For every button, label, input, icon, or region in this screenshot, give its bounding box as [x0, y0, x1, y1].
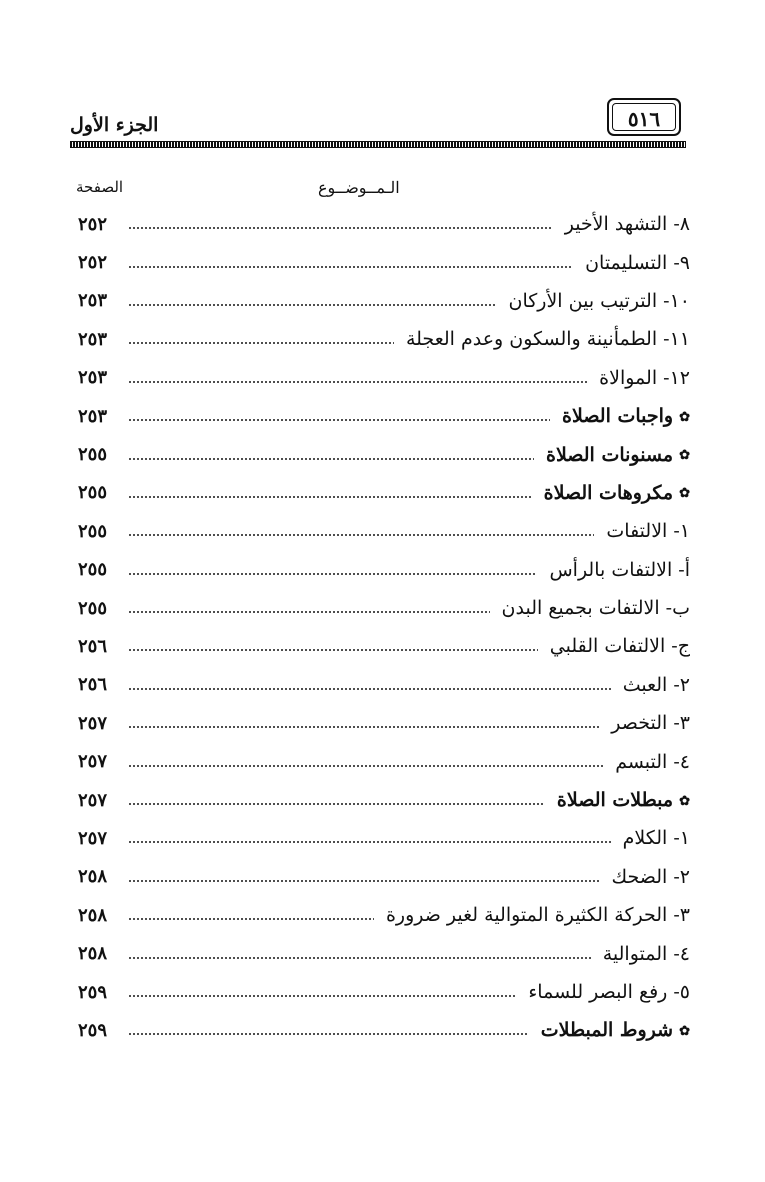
star-flower-icon: ✿	[679, 793, 690, 809]
toc-entry-label: ٤- التبسم	[615, 750, 690, 773]
toc-entry-page: ٢٥٦	[78, 674, 108, 696]
toc-entry	[78, 627, 690, 665]
table-of-contents	[78, 205, 690, 1050]
toc-entry	[78, 742, 690, 780]
toc-entry-page: ٢٥٧	[78, 827, 108, 849]
toc-entry	[78, 551, 690, 589]
page-number-frame	[607, 98, 681, 136]
toc-entry-title	[597, 943, 690, 965]
column-heading-page: الصفحة	[76, 178, 124, 196]
toc-entry-title	[551, 789, 690, 811]
star-flower-icon: ✿	[679, 448, 690, 464]
toc-entry-title	[556, 405, 690, 427]
toc-entry-title	[559, 213, 690, 235]
toc-entry-title	[503, 290, 691, 312]
toc-entry-title	[593, 367, 690, 389]
toc-entry	[78, 512, 690, 550]
toc-entry-label: ٣- التخصر	[611, 712, 690, 735]
dot-leader	[128, 342, 394, 344]
toc-entry	[78, 359, 690, 397]
dot-leader	[128, 765, 603, 767]
volume-title: الجزء الأول	[70, 114, 159, 136]
toc-entry	[78, 243, 690, 281]
dot-leader	[128, 649, 538, 651]
dot-leader	[128, 841, 611, 843]
toc-entry-page: ٢٥٥	[78, 597, 108, 619]
toc-entry-page: ٢٥٨	[78, 904, 108, 926]
toc-entry-label: ٩- التسليمتان	[585, 251, 690, 274]
toc-entry	[78, 781, 690, 819]
dot-leader	[128, 573, 537, 575]
toc-entry	[78, 589, 690, 627]
toc-entry-page: ٢٥٧	[78, 712, 108, 734]
dot-leader	[128, 726, 599, 728]
toc-entry-title	[543, 559, 690, 581]
dot-leader	[128, 266, 573, 268]
dot-leader	[128, 496, 532, 498]
toc-entry-label: ٨- التشهد الأخير	[564, 213, 690, 236]
toc-entry	[78, 1011, 690, 1049]
toc-entry-page: ٢٥٧	[78, 789, 108, 811]
dot-leader	[128, 611, 490, 613]
star-flower-icon: ✿	[679, 1023, 690, 1039]
column-heading-topic: الـمــوضــوع	[318, 178, 400, 197]
dot-leader	[128, 995, 516, 997]
toc-entry-title	[538, 482, 690, 504]
toc-entry-label: واجبات الصلاة	[562, 405, 674, 428]
page-number: ٥١٦	[627, 107, 661, 131]
toc-entry-label: ١٢- الموالاة	[599, 366, 690, 389]
toc-entry-page: ٢٥٣	[78, 290, 108, 312]
toc-entry-label: مكروهات الصلاة	[543, 481, 674, 504]
toc-entry-page: ٢٥٥	[78, 559, 108, 581]
toc-entry-label: ١- الالتفات	[606, 520, 690, 543]
dot-leader	[128, 304, 497, 306]
toc-entry-title	[609, 751, 690, 773]
toc-entry-title	[380, 904, 690, 926]
star-flower-icon: ✿	[679, 409, 690, 425]
toc-entry	[78, 896, 690, 934]
toc-entry	[78, 435, 690, 473]
dot-leader	[128, 227, 553, 229]
toc-entry-label: ب- الالتفات بجميع البدن	[501, 597, 690, 620]
dot-leader	[128, 688, 611, 690]
header-divider	[70, 141, 686, 148]
star-flower-icon: ✿	[679, 486, 690, 502]
dot-leader	[128, 381, 587, 383]
dot-leader	[128, 880, 600, 882]
toc-entry-page: ٢٥٨	[78, 943, 108, 965]
toc-entry-title	[540, 444, 690, 466]
toc-entry-page: ٢٥٢	[78, 213, 108, 235]
toc-entry-page: ٢٥٩	[78, 981, 108, 1003]
toc-entry	[78, 320, 690, 358]
toc-entry-title	[617, 827, 690, 849]
toc-entry-page: ٢٥٥	[78, 520, 108, 542]
toc-entry-title	[400, 328, 690, 350]
toc-entry-page: ٢٥٩	[78, 1019, 108, 1041]
toc-entry-label: مسنونات الصلاة	[546, 443, 674, 466]
toc-entry	[78, 704, 690, 742]
dot-leader	[128, 957, 591, 959]
toc-entry-page: ٢٥٥	[78, 482, 108, 504]
toc-entry-page: ٢٥٨	[78, 866, 108, 888]
toc-entry	[78, 819, 690, 857]
toc-entry-label: ٥- رفع البصر للسماء	[528, 981, 690, 1003]
dot-leader	[128, 803, 545, 805]
toc-entry-page: ٢٥٣	[78, 367, 108, 389]
toc-entry	[78, 973, 690, 1011]
toc-entry-title	[544, 635, 690, 657]
toc-entry	[78, 934, 690, 972]
toc-entry-page: ٢٥٦	[78, 635, 108, 657]
toc-entry	[78, 397, 690, 435]
toc-entry-label: ١١- الطمأنينة والسكون وعدم العجلة	[405, 328, 690, 351]
toc-entry-page: ٢٥٣	[78, 405, 108, 427]
toc-entry-title	[535, 1019, 690, 1041]
toc-entry-label: ٢- العبث	[622, 673, 690, 696]
toc-entry-label: شروط المبطلات	[540, 1019, 674, 1042]
dot-leader	[128, 1033, 529, 1035]
toc-entry	[78, 666, 690, 704]
toc-entry	[78, 858, 690, 896]
toc-entry-label: ٤- المتوالية	[602, 942, 690, 965]
dot-leader	[128, 458, 534, 460]
toc-entry-page: ٢٥٧	[78, 751, 108, 773]
page-header	[70, 98, 688, 146]
dot-leader	[128, 419, 550, 421]
toc-entry-title	[579, 252, 690, 274]
dot-leader	[128, 534, 594, 536]
toc-entry-label: ١٠- الترتيب بين الأركان	[508, 289, 690, 312]
toc-entry-title	[496, 597, 690, 619]
toc-entry	[78, 282, 690, 320]
toc-entry	[78, 474, 690, 512]
toc-entry-page: ٢٥٣	[78, 328, 108, 350]
toc-entry	[78, 205, 690, 243]
toc-entry-label: ج- الالتفات القلبي	[549, 635, 690, 658]
toc-entry-label: ٣- الحركة الكثيرة المتوالية لغير ضرورة	[385, 904, 690, 927]
toc-entry-label: أ- الالتفات بالرأس	[549, 558, 690, 581]
toc-entry-page: ٢٥٥	[78, 444, 108, 466]
toc-entry-title	[522, 981, 690, 1003]
toc-entry-title	[617, 674, 690, 696]
dot-leader	[128, 918, 374, 920]
toc-entry-title	[600, 520, 690, 542]
toc-entry-label: ٢- الضحك	[611, 865, 690, 888]
toc-entry-page: ٢٥٢	[78, 252, 108, 274]
toc-entry-label: مبطلات الصلاة	[556, 789, 674, 812]
toc-entry-title	[606, 866, 691, 888]
toc-entry-label: ١- الكلام	[622, 827, 690, 850]
toc-entry-title	[605, 712, 690, 734]
